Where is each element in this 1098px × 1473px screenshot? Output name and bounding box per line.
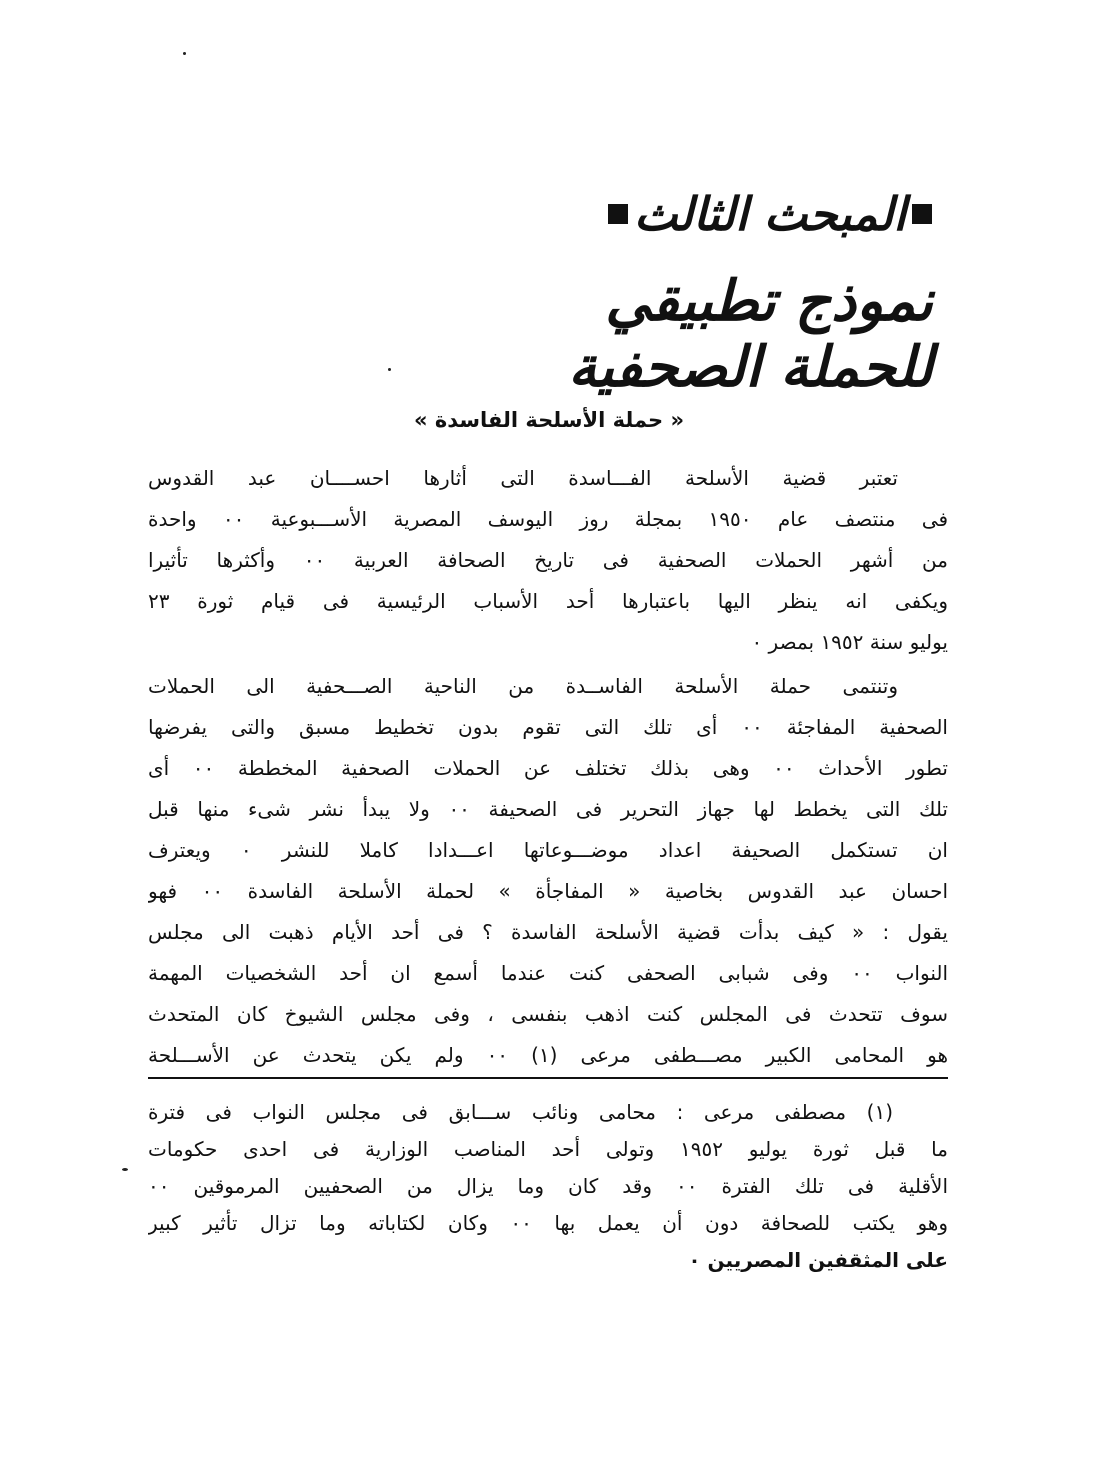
paragraph-line: فى منتصف عام ١٩٥٠ بمجلة روز اليوسف المصرية الأســـبوعية ٠٠ واحدة: [148, 507, 948, 531]
paragraph-line: ويكفى انه ينظر اليها باعتبارها أحد الأسباب الرئيسية فى قيام ثورة ٢٣: [148, 589, 948, 613]
section-label-text: المبحث الثالث: [633, 187, 906, 241]
paragraph-line: من أشهر الحملات الصحفية فى تاريخ الصحافة العربية ٠٠ وأكثرها تأثيرا: [148, 548, 948, 572]
square-bullet-icon: [608, 204, 628, 224]
paragraph-line: تطور الأحداث ٠٠ وهى بذلك تختلف عن الحملات الصحفية المخططة ٠٠ أى: [148, 756, 948, 780]
paragraph-line: تلك التى يخطط لها جهاز التحرير فى الصحيفة ٠٠ ولا يبدأ نشر شىء منها قبل: [148, 797, 948, 821]
footnote: [148, 1094, 948, 1279]
paragraph-line: يقول : « كيف بدأت قضية الأسلحة الفاسدة ؟ فى أحد الأيام ذهبت الى مجلس: [148, 920, 948, 944]
paragraph-line: وتنتمى حملة الأسلحة الفاســدة من الناحية الصـــحفية الى الحملات: [148, 674, 898, 698]
chapter-title-line-2: للحملة الصحفية: [568, 334, 933, 400]
section-label: [602, 186, 938, 242]
scan-speck: [183, 52, 186, 55]
campaign-heading: « حملة الأسلحة الفاسدة »: [413, 408, 685, 432]
paragraph-line: تعتبر قضية الأسلحة الفـــاسدة التى أثارها احســــان عبد القدوس: [148, 466, 898, 490]
footnote-line: على المثقفين المصريين ٠: [688, 1248, 948, 1272]
paragraph-line: يوليو سنة ١٩٥٢ بمصر ٠: [751, 630, 948, 654]
chapter-title: [568, 268, 933, 400]
footnote-line: (١) مصطفى مرعى : محامى ونائب ســـابق فى مجلس النواب فى فترة: [148, 1100, 893, 1124]
paragraph-line: الصحفية المفاجئة ٠٠ أى تلك التى تقوم بدون تخطيط مسبق والتى يفرضها: [148, 715, 948, 739]
paragraph-line: هو المحامى الكبير مصـــطفى مرعى (١) ٠٠ ولم يكن يتحدث عن الأســـلحة: [148, 1043, 948, 1067]
paragraph-line: سوف تتحدث فى المجلس كنت اذهب بنفسى ، وفى مجلس الشيوخ كان المتحدث: [148, 1002, 948, 1026]
paragraph-line: ان تستكمل الصحيفة اعداد موضـــوعاتها اعـــدادا كاملا للنشر ٠ ويعترف: [148, 838, 948, 862]
square-bullet-icon: [912, 204, 932, 224]
footnote-line: وهو يكتب للصحافة دون أن يعمل بها ٠٠ وكان لكتاباته وما تزال تأثير كبير: [148, 1211, 948, 1235]
paragraph-1: [148, 458, 948, 663]
paragraph-line: النواب ٠٠ وفى شبابى الصحفى كنت عندما أسمع ان أحد الشخصيات المهمة: [148, 961, 948, 985]
scan-speck: [122, 1168, 128, 1171]
paragraph-2: [148, 666, 948, 1076]
footnote-line: ما قبل ثورة يوليو ١٩٥٢ وتولى أحد المناصب الوزارية فى احدى حكومات: [148, 1137, 948, 1161]
footnote-divider: [148, 1077, 948, 1079]
footnote-line: الأقلية فى تلك الفترة ٠٠ وقد كان وما يزال من الصحفيين المرموقين ٠٠: [148, 1174, 948, 1198]
paragraph-line: احسان عبد القدوس بخاصية « المفاجأة » لحملة الأسلحة الفاسدة ٠٠ فهو: [148, 879, 948, 903]
chapter-title-line-1: نموذج تطبيقي: [605, 268, 933, 334]
scan-speck: [388, 368, 391, 371]
